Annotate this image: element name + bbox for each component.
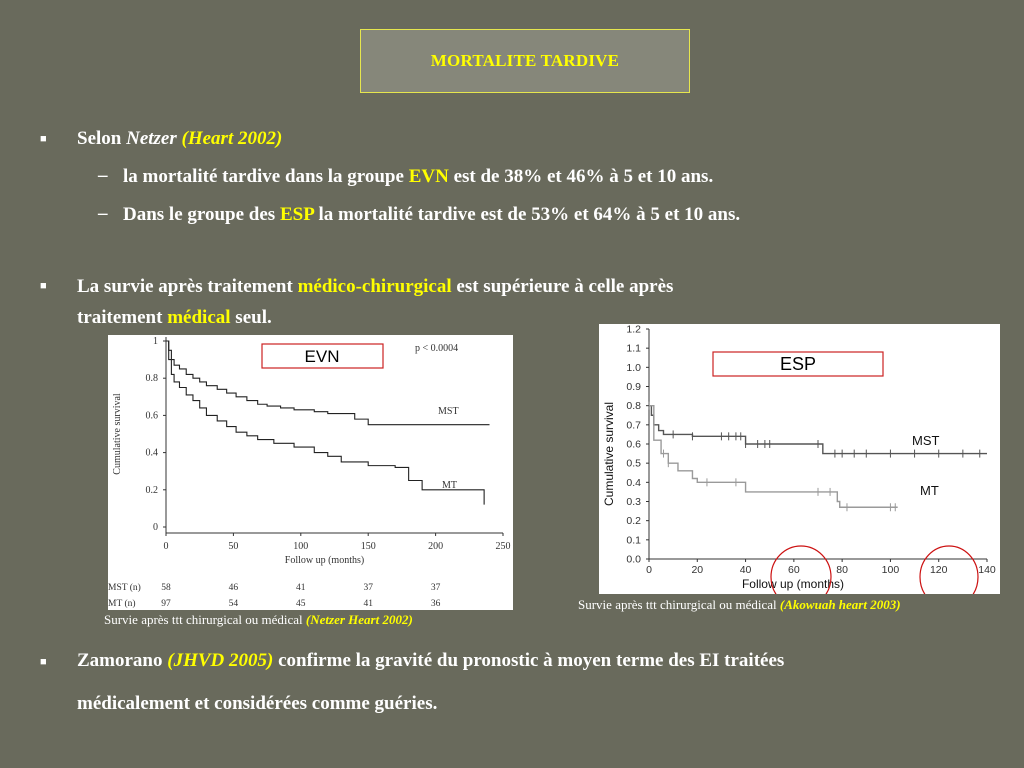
y-tick-label: 1 [153,336,158,347]
highlight-circle-120 [920,546,978,594]
risk-table-cell: 97 [161,599,171,609]
risk-table-cell: 37 [430,583,441,593]
y-tick-label: 0.4 [145,447,158,459]
series-label-mst: MST [912,433,940,448]
y-tick-label: 0.0 [626,553,641,566]
y-tick-label: 1.2 [626,324,641,336]
bullet1-text: Selon Netzer (Heart 2002) [77,128,283,149]
esp-chart-svg [599,324,1000,594]
bullet-square-icon: ■ [40,280,47,292]
bullet1-sub1: la mortalité tardive dans la groupe EVN est de 38% et 46% à 5 et 10 ans. [123,166,714,187]
slide-title: MORTALITE TARDIVE [430,51,620,70]
risk-table-cell: 37 [363,583,373,593]
y-tick-label: 0.5 [626,457,641,470]
risk-table-cell: 45 [296,599,306,609]
bullet2-line1: La survie après traitement médico-chirurgical est supérieure à celle après [77,276,674,297]
risk-table-cell: 46 [228,583,239,593]
bullet1-sub2: Dans le groupe des ESP la mortalité tardive est de 53% et 64% à 5 et 10 ans. [123,204,741,225]
y-tick-label: 0.2 [626,515,641,528]
y-tick-label: 0.1 [626,534,641,547]
risk-table-cell: 41 [296,583,306,593]
y-tick-label: 0 [153,522,158,533]
risk-table-row-label: MT (n) [108,599,136,609]
bullet-square-icon: ■ [40,656,47,668]
x-axis-label: Follow up (months) [284,555,365,566]
y-axis-label: Cumulative survival [112,393,123,475]
y-tick-label: 0.7 [626,419,641,432]
x-tick-label: 120 [929,564,948,576]
y-tick-label: 0.2 [145,484,158,496]
risk-table-cell: 54 [228,599,239,609]
bullet3-line2: médicalement et considérées comme guéries. [77,693,438,714]
bullet3-line1: Zamorano (JHVD 2005) confirme la gravité du pronostic à moyen terme des EI traitées [77,650,785,671]
dash-icon: – [98,203,108,224]
y-tick-label: 1.0 [626,361,641,374]
evn-chart-svg [108,335,513,610]
x-tick-label: 40 [739,564,752,576]
risk-table-cell: 58 [161,583,171,593]
x-tick-label: 250 [495,541,511,552]
evn-survival-chart [108,335,513,610]
risk-table-cell: 41 [363,599,373,609]
y-tick-label: 0.6 [145,410,158,422]
y-tick-label: 0.3 [626,496,641,508]
risk-table-cell: 36 [430,599,441,609]
evn-label-text: EVN [304,347,340,366]
x-tick-label: 20 [691,564,704,576]
y-tick-label: 0.8 [626,400,641,413]
y-tick-label: 0.4 [626,476,641,489]
caption-right: Survie après ttt chirurgical ou médical (Akowuah heart 2003) [578,597,901,612]
slide-title-box [360,29,690,93]
bullet-square-icon: ■ [40,133,47,145]
x-tick-label: 140 [978,564,996,576]
x-tick-label: 200 [428,541,444,552]
p-value-annotation: p < 0.0004 [415,343,459,354]
x-tick-label: 100 [293,541,309,552]
y-tick-label: 0.6 [626,438,641,451]
caption-left: Survie après ttt chirurgical ou médical (Netzer Heart 2002) [104,612,413,627]
x-tick-label: 60 [788,564,800,576]
x-tick-label: 0 [646,564,652,576]
series-label-mst: MST [438,406,459,417]
y-axis-label: Cumulative survival [602,401,616,507]
series-label-mt: MT [920,483,939,498]
x-tick-label: 100 [881,564,900,576]
y-tick-label: 0.8 [145,373,158,385]
x-axis-label: Follow up (months) [741,577,845,591]
dash-icon: – [98,165,108,186]
y-tick-label: 1.1 [626,342,641,355]
series-label-mt: MT [442,480,457,491]
risk-table-row-label: MST (n) [108,583,141,593]
esp-survival-chart [599,324,1000,594]
x-tick-label: 80 [836,564,848,576]
x-tick-label: 150 [360,541,376,552]
bullet2-line2: traitement médical seul. [77,307,272,328]
y-tick-label: 0.9 [626,381,641,393]
esp-label-text: ESP [779,354,817,374]
x-tick-label: 0 [163,541,169,552]
series-line-mt [649,406,898,508]
x-tick-label: 50 [228,541,239,552]
